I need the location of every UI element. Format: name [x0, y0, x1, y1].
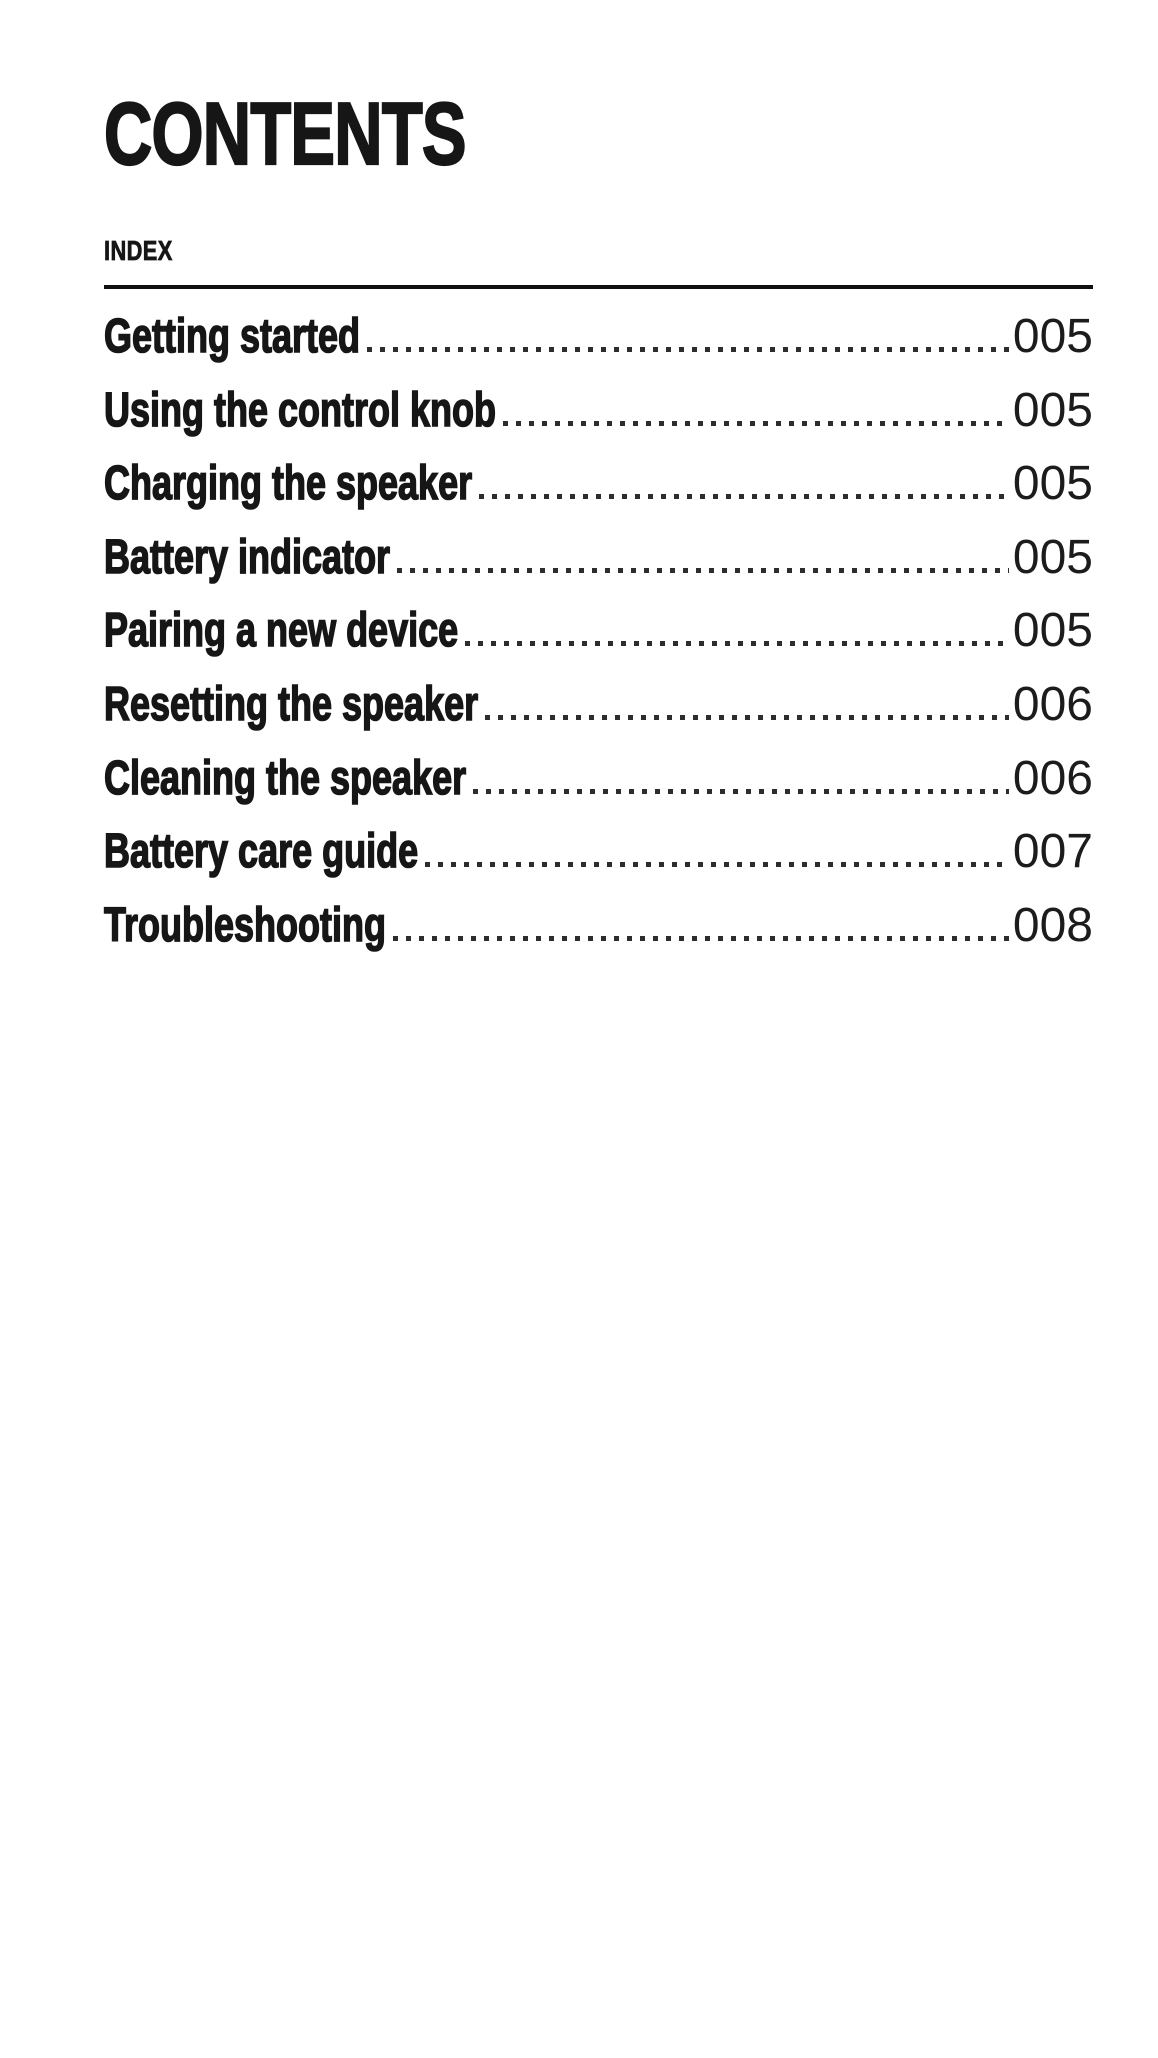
dotted-leader: [485, 715, 1009, 720]
toc-row[interactable]: [104, 815, 1093, 889]
index-label: INDEX: [104, 235, 173, 266]
toc-row[interactable]: [104, 594, 1093, 668]
dotted-leader: [425, 862, 1009, 867]
toc-entry-label: Charging the speaker: [104, 457, 473, 511]
page-title: CONTENTS: [104, 84, 466, 183]
toc-entry-label: Cleaning the speaker: [104, 751, 467, 805]
dotted-leader: [465, 641, 1009, 646]
toc-row[interactable]: [104, 374, 1093, 448]
toc-entry-page-number: 006: [1012, 677, 1093, 731]
toc-entry-page-number: 007: [1012, 825, 1093, 879]
dotted-leader: [397, 568, 1009, 573]
dotted-leader: [473, 789, 1009, 794]
toc-entry-page-number: 005: [1012, 383, 1093, 437]
dotted-leader: [367, 347, 1009, 352]
toc-row[interactable]: [104, 521, 1093, 595]
toc-list: [104, 300, 1093, 962]
toc-row[interactable]: [104, 889, 1093, 963]
toc-entry-label: Getting started: [104, 310, 361, 363]
toc-entry-page-number: 005: [1012, 310, 1093, 363]
toc-entry-label: Pairing a new device: [104, 604, 459, 658]
dotted-leader: [503, 421, 1009, 426]
toc-entry-page-number: 006: [1012, 751, 1093, 805]
toc-entry-page-number: 005: [1012, 530, 1093, 584]
dotted-leader: [479, 494, 1009, 499]
toc-entry-page-number: 005: [1012, 604, 1093, 658]
index-divider-rule: [104, 285, 1093, 289]
toc-entry-label: Battery care guide: [104, 825, 419, 879]
toc-entry-label: Battery indicator: [104, 530, 391, 584]
toc-entry-page-number: 005: [1012, 457, 1093, 511]
toc-row[interactable]: [104, 742, 1093, 816]
toc-entry-label: Resetting the speaker: [104, 677, 479, 731]
toc-row[interactable]: [104, 300, 1093, 374]
toc-entry-page-number: 008: [1012, 898, 1093, 952]
toc-row[interactable]: [104, 668, 1093, 742]
toc-row[interactable]: [104, 447, 1093, 521]
dotted-leader: [393, 936, 1009, 941]
toc-entry-label: Troubleshooting: [104, 898, 386, 952]
toc-entry-label: Using the control knob: [104, 383, 496, 437]
contents-page: [104, 0, 1093, 2058]
